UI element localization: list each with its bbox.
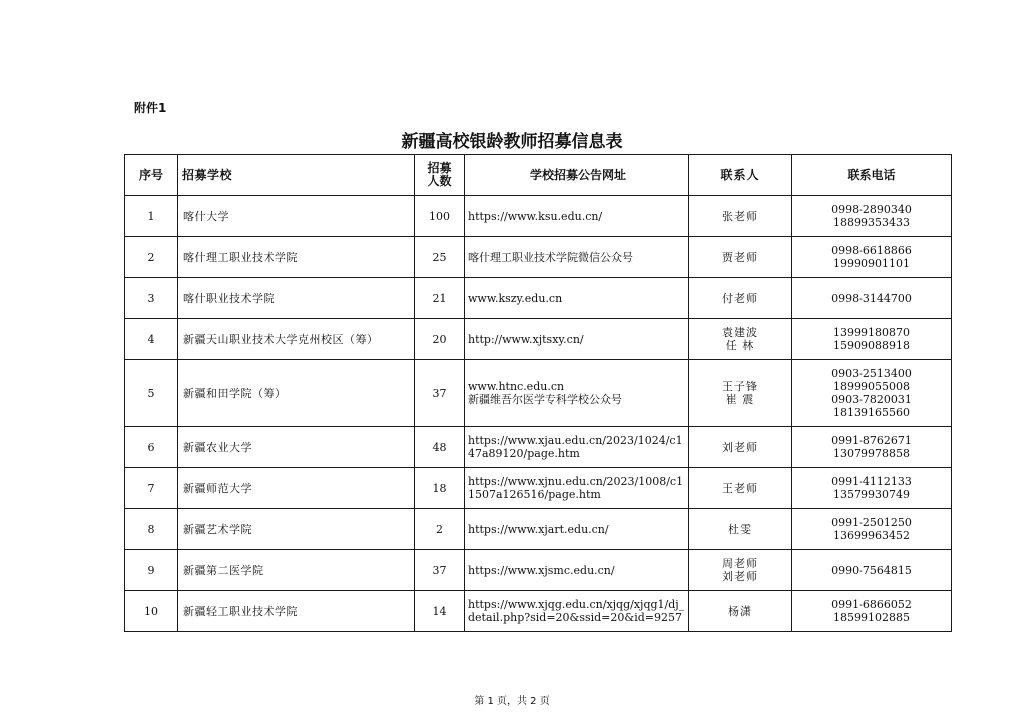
contact-person <box>689 591 792 632</box>
page-footer: 第 1 页，共 2 页 <box>474 696 550 707</box>
phone-number: 0990-7564815 <box>831 563 912 577</box>
phone-number: 13699963452 <box>833 529 910 542</box>
contact-person <box>689 278 792 319</box>
school-name: 新疆艺术学院 <box>178 509 415 550</box>
recruit-count: 2 <box>415 509 465 550</box>
contact-person <box>689 360 792 427</box>
phone-number: 0991-8762671 <box>831 434 912 447</box>
school-name: 喀什职业技术学院 <box>178 278 415 319</box>
phone-number: 13079978858 <box>833 447 910 460</box>
phone-number: 0991-2501250 <box>831 516 912 529</box>
header-url: 学校招募公告网址 <box>465 155 689 196</box>
contact-phone <box>792 591 952 632</box>
url-line: 喀什理工职业技术学院微信公众号 <box>468 250 633 264</box>
announcement-url <box>465 278 689 319</box>
contact-name: 刘老师 <box>722 570 758 583</box>
contact-name: 付老师 <box>722 291 758 305</box>
contact-name: 任 林 <box>725 339 755 352</box>
table-row <box>125 319 952 360</box>
row-number: 9 <box>125 550 178 591</box>
row-number: 2 <box>125 237 178 278</box>
url-line: https://www.xjsmc.edu.cn/ <box>468 563 615 577</box>
url-line: www.htnc.edu.cn <box>468 380 565 393</box>
table-row <box>125 550 952 591</box>
phone-number: 18899353433 <box>833 216 910 229</box>
recruit-count: 20 <box>415 319 465 360</box>
contact-person <box>689 468 792 509</box>
contact-phone <box>792 278 952 319</box>
contact-name: 张老师 <box>722 209 758 223</box>
contact-name: 杜雯 <box>728 522 752 536</box>
contact-name: 刘老师 <box>722 440 758 454</box>
phone-number: 19990901101 <box>833 257 910 270</box>
recruit-count: 100 <box>415 196 465 237</box>
url-line: www.kszy.edu.cn <box>468 291 563 305</box>
announcement-url <box>465 237 689 278</box>
phone-number: 0991-6866052 <box>831 598 912 611</box>
table-row <box>125 237 952 278</box>
phone-number: 0998-2890340 <box>831 203 912 216</box>
phone-number: 13999180870 <box>833 326 910 339</box>
contact-phone <box>792 196 952 237</box>
contact-name: 杨潇 <box>728 604 752 618</box>
header-school: 招募学校 <box>178 155 415 196</box>
contact-name: 崔 震 <box>725 393 755 406</box>
header-contact: 联系人 <box>689 155 792 196</box>
school-name: 新疆和田学院（筹） <box>178 360 415 427</box>
table-row <box>125 427 952 468</box>
phone-number: 0903-7820031 <box>831 393 912 406</box>
contact-name: 袁建波 <box>722 326 758 339</box>
url-line: https://www.xjqg.edu.cn/xjqg/xjqg1/dj_detail.php?sid=20&ssid=20&id=9257 <box>468 598 685 624</box>
contact-name: 王老师 <box>722 481 758 495</box>
contact-phone <box>792 427 952 468</box>
contact-phone <box>792 360 952 427</box>
url-line: 新疆维吾尔医学专科学校公众号 <box>468 393 622 406</box>
contact-phone <box>792 237 952 278</box>
recruit-count: 21 <box>415 278 465 319</box>
contact-person <box>689 196 792 237</box>
phone-number: 0998-6618866 <box>831 244 912 257</box>
row-number: 6 <box>125 427 178 468</box>
table-row <box>125 591 952 632</box>
table-row <box>125 360 952 427</box>
recruit-count: 25 <box>415 237 465 278</box>
contact-person <box>689 550 792 591</box>
contact-phone <box>792 319 952 360</box>
contact-person <box>689 427 792 468</box>
school-name: 新疆天山职业技术大学克州校区（筹） <box>178 319 415 360</box>
contact-name: 周老师 <box>722 557 758 570</box>
announcement-url <box>465 360 689 427</box>
table-row <box>125 509 952 550</box>
url-line: https://www.xjart.edu.cn/ <box>468 522 609 536</box>
header-count-line2: 人数 <box>427 174 452 188</box>
school-name: 喀什理工职业技术学院 <box>178 237 415 278</box>
school-name: 新疆农业大学 <box>178 427 415 468</box>
announcement-url <box>465 591 689 632</box>
row-number: 3 <box>125 278 178 319</box>
phone-number: 0991-4112133 <box>831 475 912 488</box>
announcement-url <box>465 509 689 550</box>
phone-number: 0903-2513400 <box>831 367 912 380</box>
announcement-url <box>465 468 689 509</box>
header-no: 序号 <box>125 155 178 196</box>
table-body <box>125 196 952 632</box>
phone-number: 18599102885 <box>833 611 910 624</box>
recruit-count: 14 <box>415 591 465 632</box>
recruit-count: 18 <box>415 468 465 509</box>
url-line: https://www.ksu.edu.cn/ <box>468 209 603 223</box>
contact-person <box>689 509 792 550</box>
school-name: 喀什大学 <box>178 196 415 237</box>
phone-number: 18999055008 <box>833 380 910 393</box>
header-count-line1: 招募 <box>427 161 452 175</box>
table-row <box>125 468 952 509</box>
announcement-url <box>465 427 689 468</box>
table-row <box>125 278 952 319</box>
announcement-url <box>465 550 689 591</box>
school-name: 新疆师范大学 <box>178 468 415 509</box>
url-line: https://www.xjnu.edu.cn/2023/1008/c11507a126516/page.htm <box>468 475 684 501</box>
row-number: 10 <box>125 591 178 632</box>
announcement-url <box>465 319 689 360</box>
contact-person <box>689 237 792 278</box>
contact-name: 王子锋 <box>722 380 758 393</box>
url-line: https://www.xjau.edu.cn/2023/1024/c147a89120/page.htm <box>468 434 683 460</box>
phone-number: 15909088918 <box>833 339 910 352</box>
row-number: 7 <box>125 468 178 509</box>
document-title: 新疆高校银龄教师招募信息表 <box>401 132 623 152</box>
row-number: 8 <box>125 509 178 550</box>
contact-name: 贾老师 <box>722 250 758 264</box>
contact-phone <box>792 468 952 509</box>
row-number: 4 <box>125 319 178 360</box>
phone-number: 0998-3144700 <box>831 291 912 305</box>
header-count <box>415 155 465 196</box>
school-name: 新疆轻工职业技术学院 <box>178 591 415 632</box>
row-number: 1 <box>125 196 178 237</box>
announcement-url <box>465 196 689 237</box>
recruit-count: 37 <box>415 550 465 591</box>
table-header-row <box>125 155 952 196</box>
table-row <box>125 196 952 237</box>
school-name: 新疆第二医学院 <box>178 550 415 591</box>
phone-number: 13579930749 <box>833 488 910 501</box>
recruitment-table <box>124 154 952 632</box>
phone-number: 18139165560 <box>833 406 910 419</box>
row-number: 5 <box>125 360 178 427</box>
recruit-count: 48 <box>415 427 465 468</box>
contact-phone <box>792 550 952 591</box>
header-phone: 联系电话 <box>792 155 952 196</box>
recruit-count: 37 <box>415 360 465 427</box>
attachment-label: 附件1 <box>134 101 167 115</box>
url-line: http://www.xjtsxy.cn/ <box>468 332 584 346</box>
contact-person <box>689 319 792 360</box>
contact-phone <box>792 509 952 550</box>
